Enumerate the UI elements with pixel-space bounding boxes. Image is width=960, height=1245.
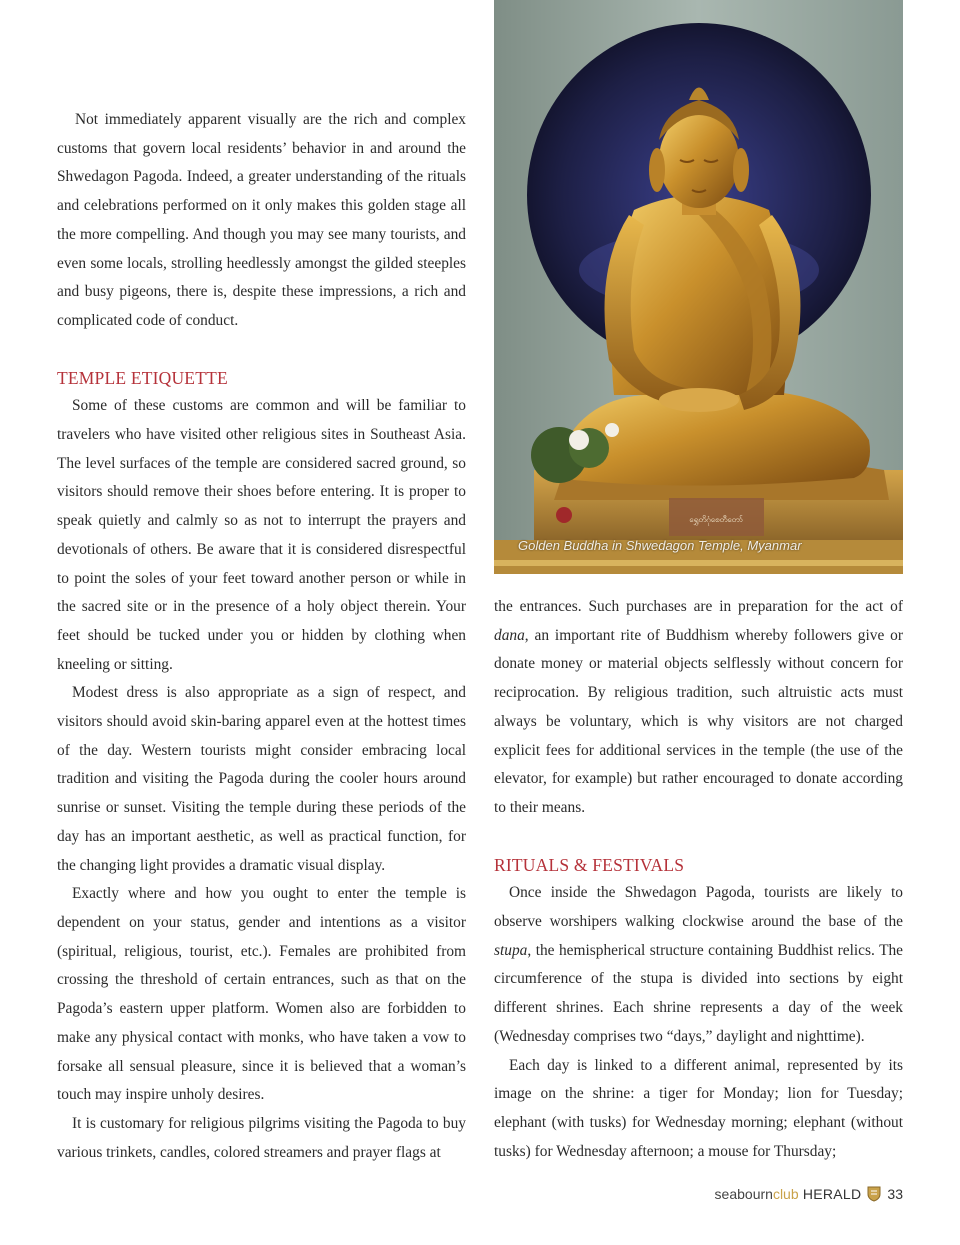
brand-club: club [772,1186,799,1202]
rituals-paragraph-2: Each day is linked to a different animal, represented by its image on the shrine: a tiger for Monday; lion for Tuesday; elephant (with tusks) for Wednesday morning; elephant (without tusks) for Wednesday afternoon; a mouse for Thursday; [494,1056,903,1160]
etiquette-paragraph-4: It is customary for religious pilgrims visiting the Pagoda to buy various trinkets, candles, colored streamers and prayer flags at [57,1114,466,1161]
rituals-festivals-heading: RITUALS & FESTIVALS [494,854,685,875]
etiquette-paragraph-2: Modest dress is also appropriate as a sign of respect, and visitors should avoid skin-baring apparel even at the hottest times of the day. Western tourists might consider embracing local tradition and visiting the Pagoda during the cooler hours around sunrise or sunset. Visiting the temple during these periods of the day has an important aesthetic, as well as practical function, for the changing light provides a dramatic visual display. [57,684,466,874]
right-column [494,593,903,1166]
continued-paragraph [494,593,903,823]
left-column [57,106,466,1167]
page-number: 33 [887,1186,903,1202]
crest-icon [867,1186,881,1202]
brand-herald: HERALD [798,1186,862,1202]
continued-text-2: , an important rite of Buddhism whereby followers give or donate money or material objects selflessly without concern for reciprocation. By religious tradition, such altruistic acts must always be voluntary, which is why visitors are not charged explicit fees for additional services in the temple (the use of the elevator, for example) but rather encouraged to donate according to their means. [494,626,903,816]
buddha-photo [494,0,903,574]
term-stupa: stupa [494,941,528,959]
rituals-text-2: , the hemispherical structure containing Buddhist relics. The circumference of the stupa is divided into sections by eight different shrines. Each shrine represents a day of the week (Wednesday comprises two “days,” daylight and nighttime). [494,941,903,1045]
term-dana: dana [494,626,525,644]
temple-etiquette-heading: TEMPLE ETIQUETTE [57,367,228,388]
etiquette-paragraph-1: Some of these customs are common and will be familiar to travelers who have visited other religious sites in Southeast Asia. The level surfaces of the temple are considered sacred ground, so visitors should remove their shoes before entering. It is proper to speak quietly and calmly so as not to interrupt the prayers and devotionals of others. Be aware that it is considered disrespectful to point the soles of your feet toward another person or while in the sacred site or in the presence of a holy object therein. Your feet should be tucked under you or hidden by clothing when kneeling or sitting. [57,397,466,673]
photo-caption: Golden Buddha in Shwedagon Temple, Myanmar [518,538,802,553]
brand-seabourn: seabourn [714,1186,773,1202]
rituals-text-1: Once inside the Shwedagon Pagoda, tourists are likely to observe worshipers walking clockwise around the base of the [494,884,903,931]
etiquette-paragraph-3: Exactly where and how you ought to enter the temple is dependent on your status, gender and intentions as a visitor (spiritual, religious, tourist, etc.). Females are prohibited from crossing the threshold of certain entrances, such as that on the Pagoda’s eastern upper platform. Women also are forbidden to make any physical contact with monks, who have taken a vow to forsake all sensual pleasure, since it is believed that a woman’s touch may inspire unholy desires. [57,885,466,1104]
page-footer [715,1186,903,1202]
intro-paragraph: Not immediately apparent visually are the rich and complex customs that govern local residents’ behavior in and around the Shwedagon Pagoda. Indeed, a greater understanding of the rituals and celebrations performed on it only makes this golden stage all the more compelling. And though you may see many tourists, and even some locals, strolling heedlessly amongst the gilded steeples and busy pigeons, there is, despite these impressions, a rich and complicated code of conduct. [57,111,466,329]
plaque-text: ရွှေတိဂုံစေတီတော် [689,515,743,524]
magazine-brand [715,1186,862,1202]
continued-text-1: the entrances. Such purchases are in preparation for the act of [494,598,903,615]
rituals-paragraph-1 [494,879,903,1051]
